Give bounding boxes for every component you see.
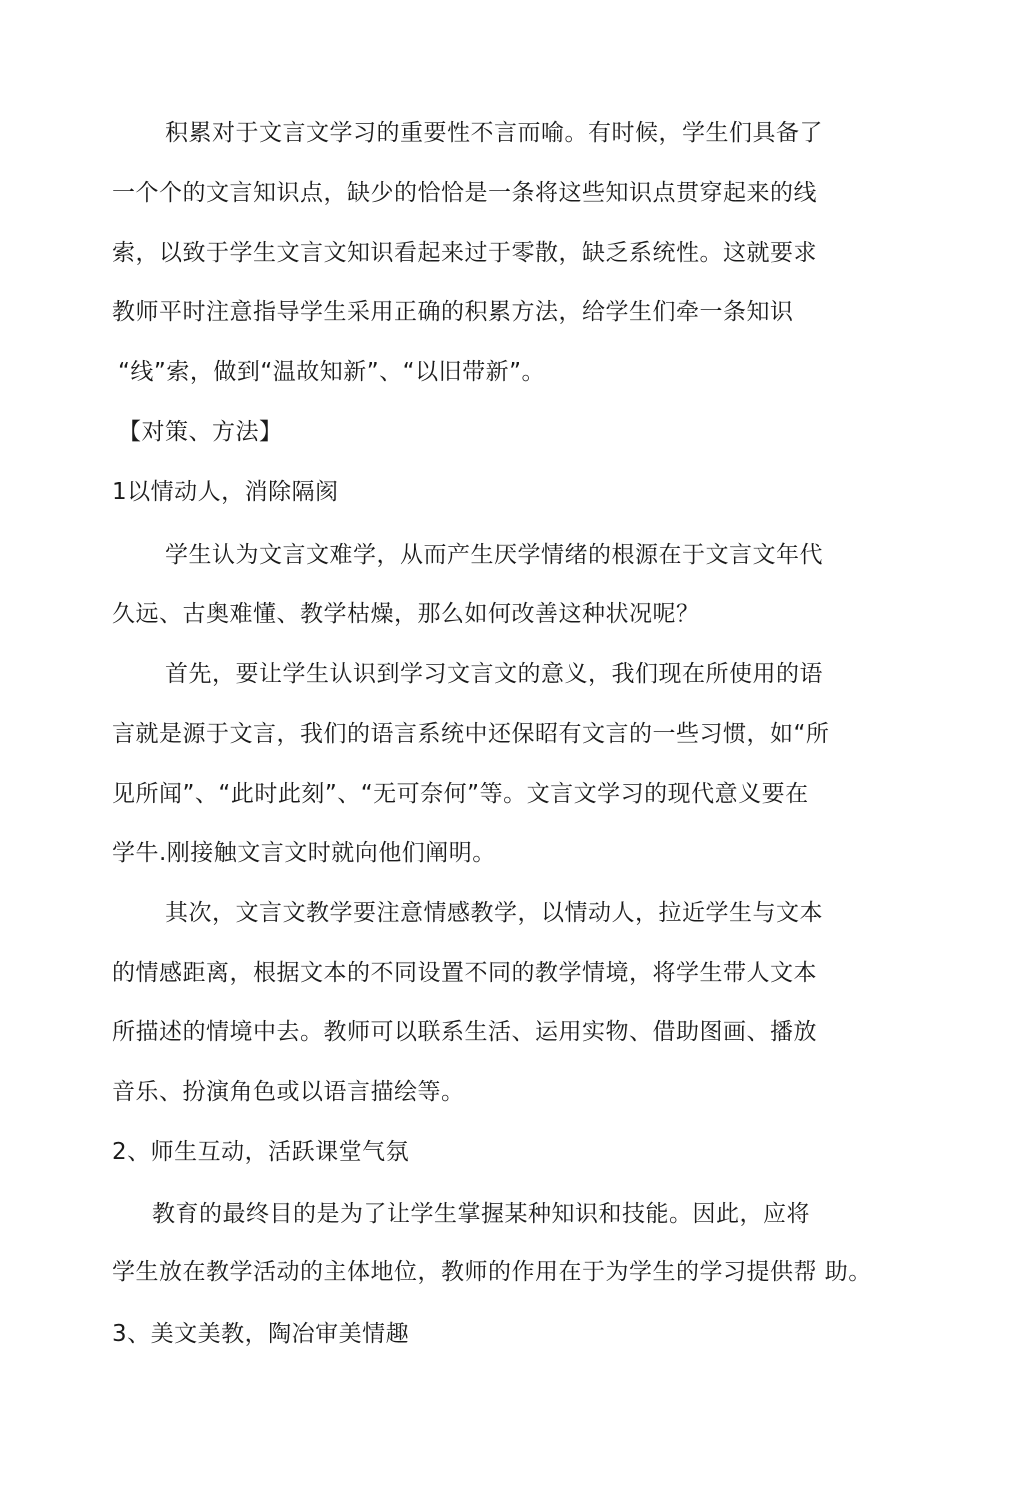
subheading-3: 3、美文美教，陶冶审美情趣 bbox=[112, 1321, 410, 1347]
paragraph-line-11: 学牛.刚接触文言文时就向他们阐明。 bbox=[112, 840, 496, 866]
paragraph-line-12: 其次，文言文教学要注意情感教学，以情动人，拉近学生与文本 bbox=[165, 900, 823, 926]
paragraph-line-6: 学生认为文言文难学，从而产生厌学情绪的根源在于文言文年代 bbox=[165, 542, 823, 568]
paragraph-line-10: 见所闻”、“此时此刻”、“无可奈何”等。文言文学习的现代意义要在 bbox=[112, 781, 809, 807]
paragraph-line-5: “线”索，做到“温故知新”、“以旧带新”。 bbox=[118, 359, 545, 385]
paragraph-line-13: 的情感距离，根据文本的不同设置不同的教学情境，将学生带人文本 bbox=[112, 960, 817, 986]
paragraph-line-14: 所描述的情境中去。教师可以联系生活、运用实物、借助图画、播放 bbox=[112, 1019, 817, 1045]
paragraph-line-9: 言就是源于文言，我们的语言系统中还保昭有文言的一些习惯，如“所 bbox=[112, 721, 830, 747]
paragraph-line-8: 首先，要让学生认识到学习文言文的意义，我们现在所使用的语 bbox=[165, 661, 823, 687]
paragraph-line-15: 音乐、扮演角色或以语言描绘等。 bbox=[112, 1079, 465, 1105]
subheading-2: 2、师生互动，活跃课堂气氛 bbox=[112, 1139, 410, 1165]
subheading-1: 1以情动人，消除隔阂 bbox=[112, 479, 339, 505]
section-heading: 【对策、方法】 bbox=[118, 419, 283, 445]
paragraph-line-4: 教师平时注意指导学生采用正确的积累方法，给学生们牵一条知识 bbox=[112, 299, 794, 325]
paragraph-line-16: 教育的最终目的是为了让学生掌握某种知识和技能。因此，应将 bbox=[152, 1201, 810, 1227]
paragraph-line-17: 学生放在教学活动的主体地位，教师的作用在于为学生的学习提供帮 助。 bbox=[112, 1259, 872, 1285]
paragraph-line-3: 索，以致于学生文言文知识看起来过于零散，缺乏系统性。这就要求 bbox=[112, 240, 817, 266]
paragraph-line-7: 久远、古奥难懂、教学枯燥，那么如何改善这种状况呢？ bbox=[112, 601, 700, 627]
paragraph-line-2: 一个个的文言知识点，缺少的恰恰是一条将这些知识点贯穿起来的线 bbox=[112, 180, 817, 206]
paragraph-line-1: 积累对于文言文学习的重要性不言而喻。有时候，学生们具备了 bbox=[165, 120, 823, 146]
